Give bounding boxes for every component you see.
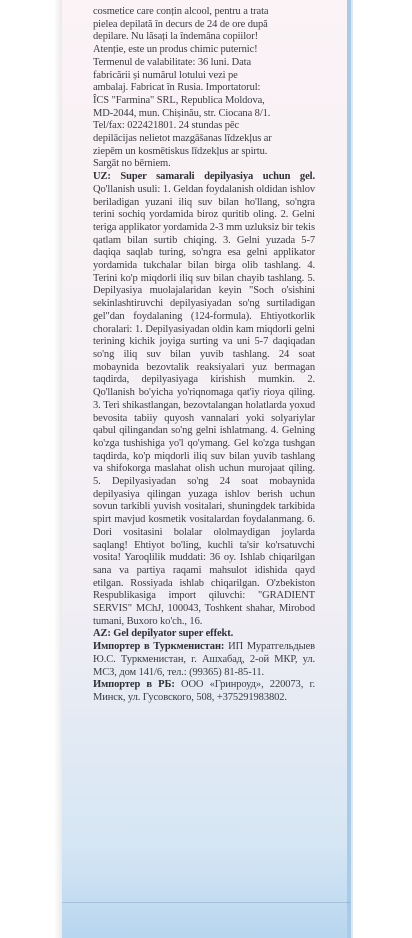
text-line: cosmetice care conțin alcool, pentru a trata (93, 6, 269, 17)
box-edge-highlight (351, 0, 353, 938)
uz-section (93, 171, 315, 628)
az-section (93, 628, 315, 641)
text-line: depilare. Nu lăsați la îndemâna copiilor! (93, 31, 259, 43)
package-text (93, 6, 315, 705)
tm-body: ИП Муратгельдыев Ю.С. Туркменистан, г. Ашхабад, 2-ой МКР, ул. МСЗ, дом 141/6, тел.: (99365) 81-85-11. (93, 641, 315, 678)
box-fold-line (62, 902, 350, 903)
by-section (93, 679, 315, 704)
ro-lv-text (93, 6, 315, 171)
by-body: ООО «Гринроуд», 220073, г. Минск, ул. Гусовского, 508, +375291983802. (93, 679, 315, 703)
az-heading: AZ: Gel depilyator super effekt. (93, 628, 234, 640)
text-line: Sargāt no bērniem. (93, 158, 171, 170)
uz-heading: UZ: Super samarali depilyasiya uchun gel. (93, 171, 315, 183)
text-line: ÎCS "Farmina" SRL, Republica Moldova, (93, 94, 265, 106)
tm-heading: Импортер в Туркменистан: (93, 641, 225, 653)
text-line: fabricării și numărul lotului vezi pe (93, 69, 238, 81)
by-heading: Импортер в РБ: (93, 679, 175, 691)
text-line: pielea depilată în decurs de 24 de ore după (93, 18, 268, 30)
text-line: Termenul de valabilitate: 36 luni. Data (93, 56, 252, 68)
text-line: ziepēm un kosmētiskus līdzekļus ar spirtu. (93, 145, 268, 157)
text-line: depilācijas nelietot mazgāšanas līdzekļus ar (93, 133, 272, 145)
text-line: Tel/fax: 022421801. 24 stundas pēc (93, 120, 240, 132)
uz-body: Qo'llanish usuli: 1. Geldan foydalanish oldidan ishlov beriladigan yuzani iliq suv bilan ho'llang, so'ngra terini sochiq yordamida biroz quritib oling. 2. Gelni teriga applikator yordamida 2-3 mm uzluksiz bir tekis qatlam bilan surtib chiqing. 3. Gelni yuzada 5-7 daqiqa saqlab turing, so'ngra esa gelni applikator yordamida tukchalar bilan birga olib tashlang. 4. Terini ko'p miqdorli iliq suv bilan chayib tashlang. 5. Depilyasiya muolajalaridan keyin "Soch o'sishini sekinlashtiruvchi depilyasiyadan so'ng surtiladigan gel"dan foydalaning (124-formula). Ehtiyotkorlik choralari: 1. Depilyasiyadan oldin kam miqdorli gelni terining kichik joyiga surting va uni 5-7 daqiqadan so'ng iliq suv bilan yuvib tashlang. 24 soat mobaynida bezovtalik reaksiyalari yuz bermagan taqdirda, depilyasiyaga kirishish mumkin. 2. Qo'llanish bo'yicha yo'riqnomaga qat'iy rioya qiling. 3. Teri shikastlangan, bezovtalangan holatlarda yoxud bevosita tabiiy quyosh vannalari yoki solyariylar qabul qilingandan so'ng gelni ishlatmang. 4. Gelning ko'zga tushishiga yo'l qo'ymang. Gel ko'zga tushgan taqdirda, ko'p miqdorli iliq suv bilan yuvib tashlang va shifokorga maslahat olish uchun murojaat qiling. 5. Depilyasiyadan so'ng 24 soat mobaynida depilyasiya qilingan yuzaga ishlov berish uchun sovun tarkibli yuvish vositalari, shuningdek tarkibida spirt mavjud kosmetik vositalardan foydalanmang. 6. Dori vositasini bolalar ololmaydigan joylarda saqlang! Ehtiyot bo'ling, kuchli ta'sir ko'rsatuvchi vosita! Yaroqlilik muddati: 36 oy. Ishlab chiqarilgan sana va partiya raqami mahsulot idishida qayd etilgan. Rossiyada ishlab chiqarilgan. O'zbekiston Respublikasiga import qiluvchi: "GRADIENT SERVIS" MChJ, 100043, Toshkent shahar, Mirobod tumani, Buxoro ko'ch., 16. (93, 183, 315, 627)
text-line: Atenție, este un produs chimic puternic! (93, 44, 258, 56)
text-line: MD-2044, mun. Chișinău, str. Ciocana 8/1. (93, 107, 271, 119)
tm-section (93, 641, 315, 679)
text-line: ambalaj. Fabricat în Rusia. Importatorul: (93, 82, 261, 94)
